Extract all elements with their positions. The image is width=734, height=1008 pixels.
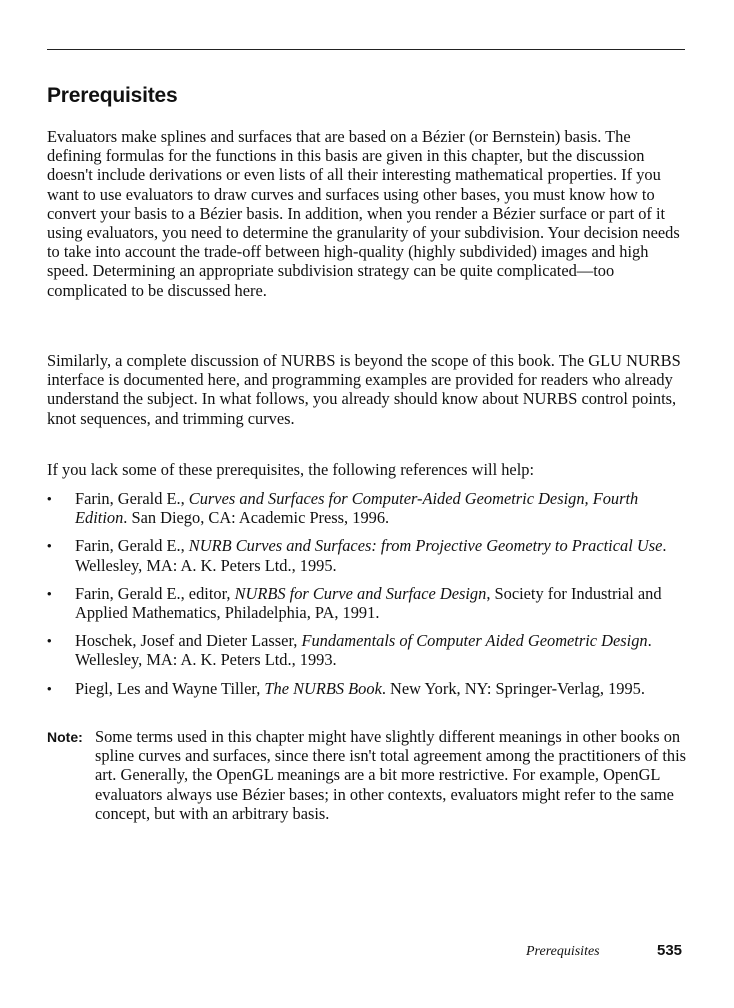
reference-publisher: . New York, NY: Springer-Verlag, 1995. [381,678,645,698]
note-block [47,727,687,823]
note-label: Note: [47,729,83,745]
footer-section-title: Prerequisites [526,944,600,959]
reference-publisher: , Society for Industrial and Applied Mathematics, Philadelphia, PA, 1991. [75,583,662,623]
reference-publisher: . Wellesley, MA: A. K. Peters Ltd., 1995. [75,536,667,575]
reference-item [47,584,687,622]
page-number: 535 [657,942,683,959]
section-heading: Prerequisites [47,84,178,107]
reference-item [47,536,687,574]
note-text: Some terms used in this chapter might have slightly different meanings in other books on spline curves and surfaces, since there isn't total agreement among the practitioners of this art. Generally, the OpenGL meanings are a bit more restrictive. For example, OpenGL evaluators always use Bézier bases; in other contexts, evaluators might refer to the same concept, but with an arbitrary basis. [95,727,686,823]
reference-item [47,679,687,698]
bullet-icon: • [47,633,52,649]
reference-authors: Farin, Gerald E., [75,489,189,508]
reference-title: NURBS for Curve and Surface Design [234,583,487,603]
top-rule [47,49,685,50]
reference-title: Fundamentals of Computer Aided Geometric Design [301,631,648,651]
reference-authors: Farin, Gerald E., editor, [75,583,235,603]
bullet-icon: • [47,538,52,554]
reference-authors: Hoschek, Josef and Dieter Lasser, [75,631,302,651]
reference-item [47,631,687,669]
reference-authors: Piegl, Les and Wayne Tiller, [75,678,265,698]
bullet-icon: • [47,491,52,506]
reference-publisher: . Wellesley, MA: A. K. Peters Ltd., 1993. [75,631,652,670]
reference-title: Curves and Surfaces for Computer-Aided Geometric Design, Fourth Edition [75,489,639,528]
reference-item [47,489,687,527]
intro-paragraph: Evaluators make splines and surfaces that are based on a Bézier (or Bernstein) basis. The defining formulas for the functions in this basis are given in this chapter, but the discussion doesn't include derivations or even lists of all their interesting mathematical properties. If you want to use evaluators to draw curves and surfaces using other bases, you must know how to convert your basis to a Bézier basis. In addition, when you render a Bézier surface or part of it using evaluators, you need to determine the granularity of your subdivision. Your decision needs to take into account the trade-off between high-quality (highly subdivided) images and high speed. Determining an appropriate subdivision strategy can be quite complicated—too complicated to be discussed here. [47,127,680,300]
reference-title: The NURBS Book [264,678,382,698]
nurbs-paragraph: Similarly, a complete discussion of NURBS is beyond the scope of this book. The GLU NURBS interface is documented here, and programming examples are provided for readers who already understand the subject. In what follows, you already should know about NURBS control points, knot sequences, and trimming curves. [47,351,681,428]
reference-publisher: . San Diego, CA: Academic Press, 1996. [123,508,390,528]
reference-authors: Farin, Gerald E., [75,536,189,556]
reference-title: NURB Curves and Surfaces: from Projective Geometry to Practical Use [188,536,663,556]
bullet-icon: • [47,680,52,696]
bullet-icon: • [47,585,52,601]
reference-list [47,489,687,707]
references-intro: If you lack some of these prerequisites, the following references will help: [47,460,535,479]
